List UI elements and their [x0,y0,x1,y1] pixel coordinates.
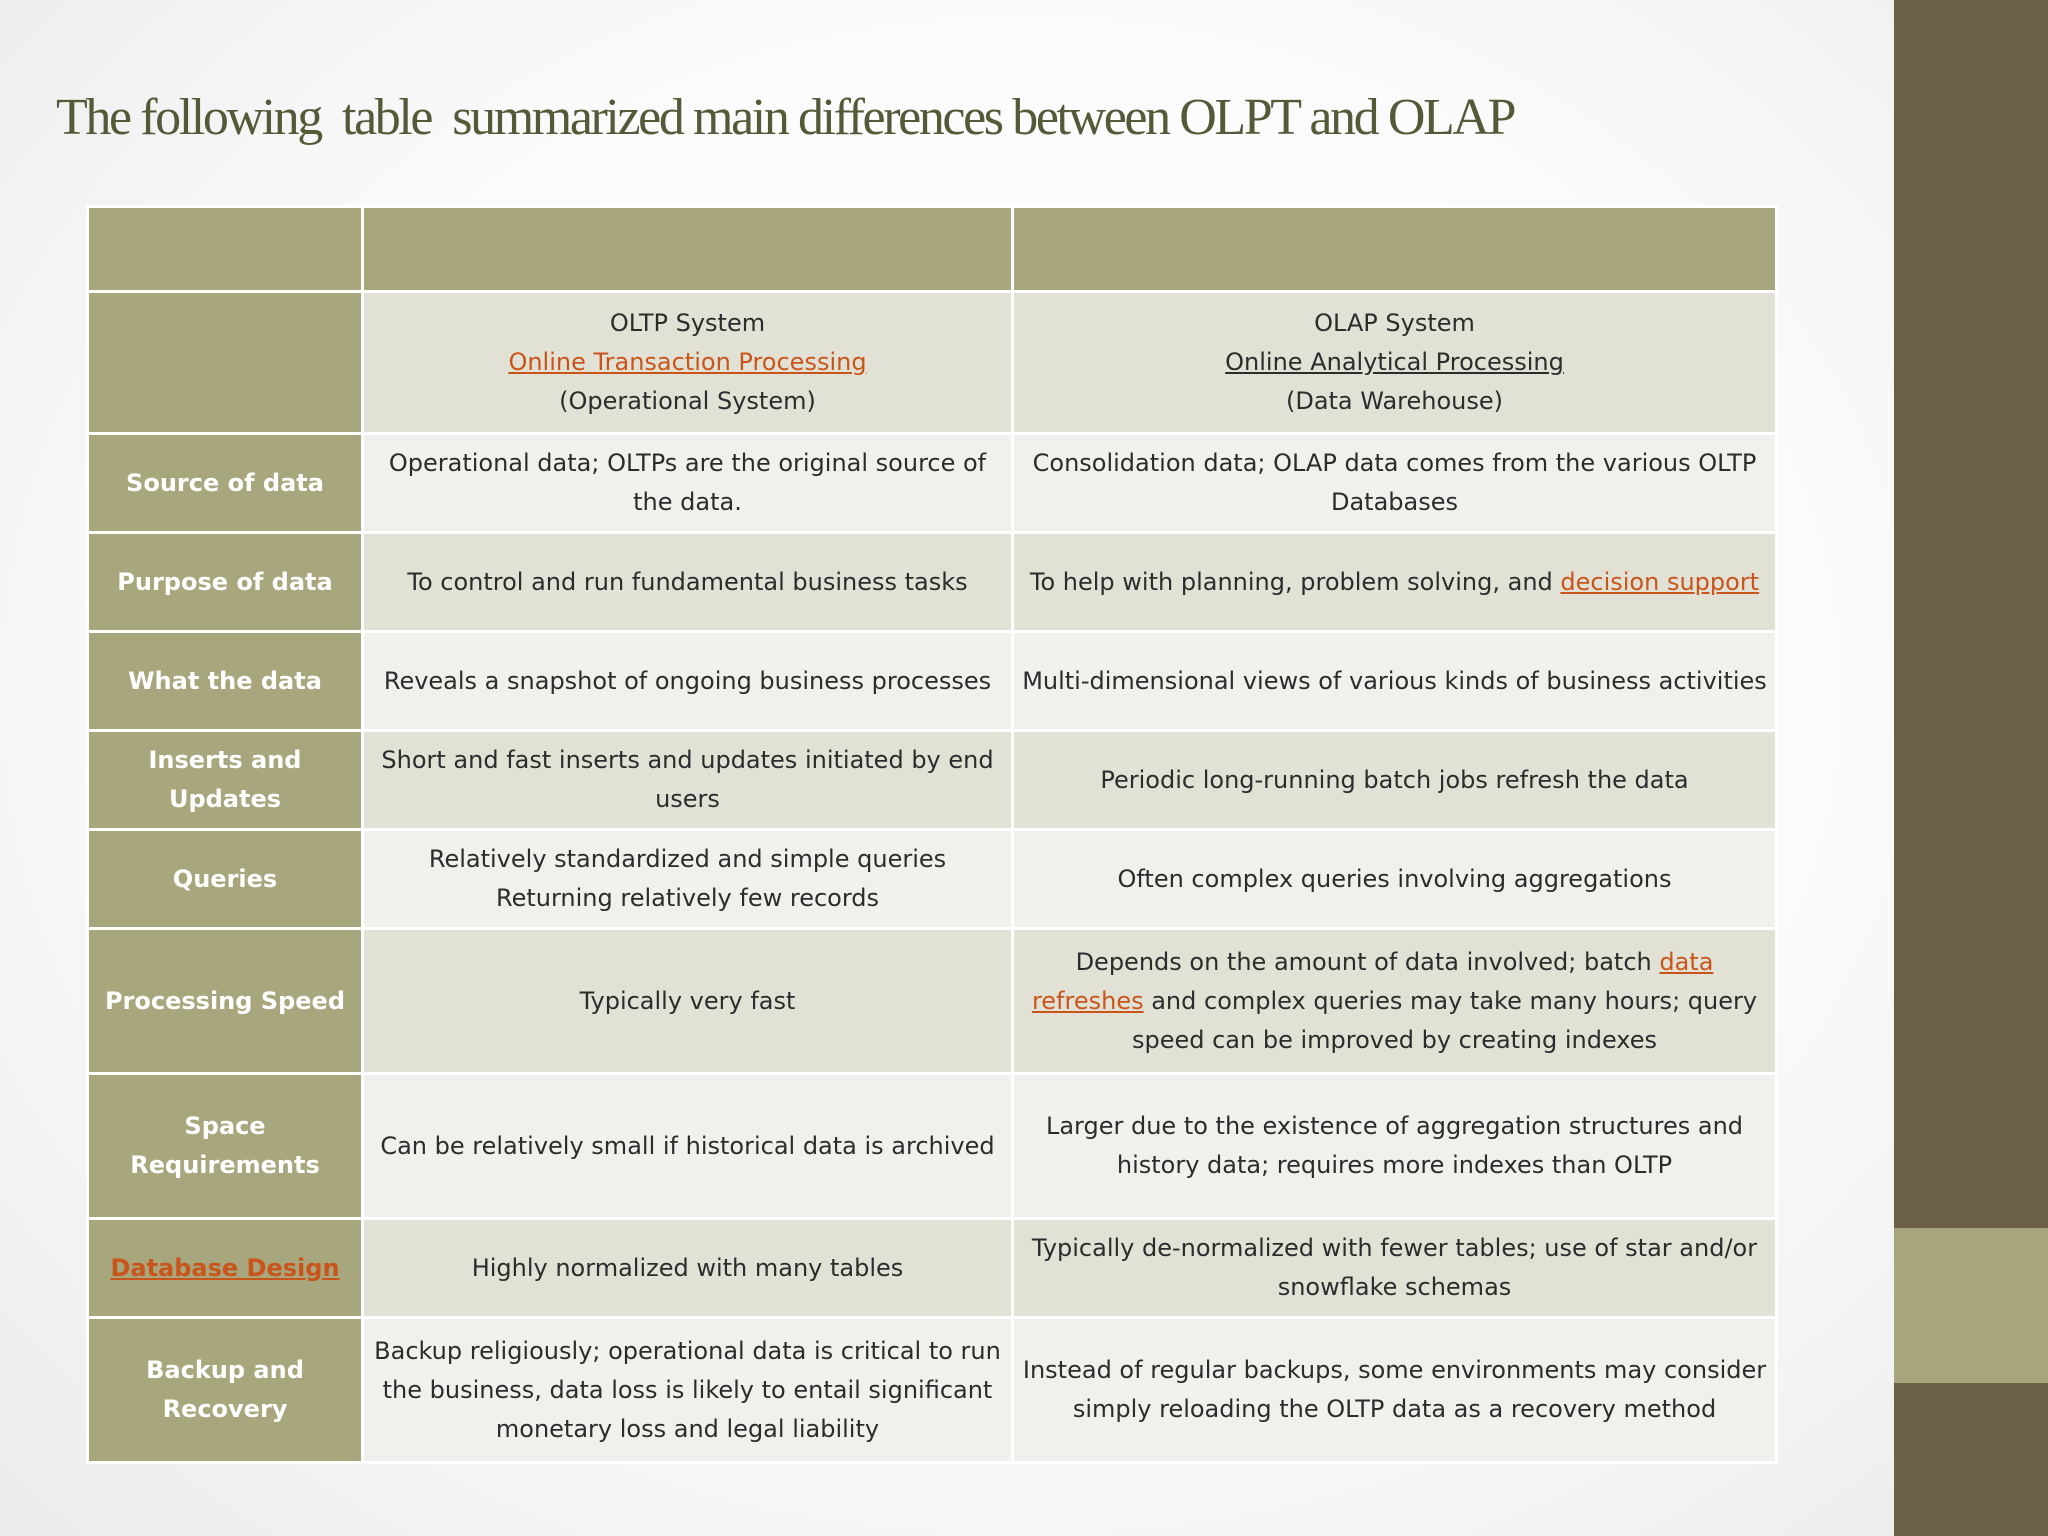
row-label: What the data [88,632,363,731]
table-row [88,434,1777,533]
olap-cell-text-pre: Depends on the amount of data involved; batch [1075,947,1660,976]
olap-cell-text: To help with planning, problem solving, and [1029,567,1561,596]
table-row [88,731,1777,830]
table-row [88,929,1777,1074]
decorative-side-accent [1894,1228,2048,1383]
olap-cell: Often complex queries involving aggregations [1013,830,1777,929]
row-label: Space Requirements [88,1074,363,1219]
olap-cell-text-post: and complex queries may take many hours; query speed can be improved by creating indexes [1131,986,1758,1054]
table-row [88,533,1777,632]
oltp-cell: Can be relatively small if historical data is archived [363,1074,1013,1219]
header-cell-oltp [363,207,1013,292]
oltp-cell: Short and fast inserts and updates initiated by end users [363,731,1013,830]
comparison-table [86,205,1778,1464]
olap-cell: Instead of regular backups, some environments may consider simply reloading the OLTP data as a recovery method [1013,1318,1777,1463]
oltp-cell: Typically very fast [363,929,1013,1074]
row-label: Source of data [88,434,363,533]
slide-title: The following table summarized main differences between OLPT and OLAP [56,89,1515,146]
oltp-cell: Highly normalized with many tables [363,1219,1013,1318]
table-row [88,1074,1777,1219]
oltp-cell: Relatively standardized and simple queries Returning relatively few records [363,830,1013,929]
oltp-cell: Reveals a snapshot of ongoing business processes [363,632,1013,731]
table-row [88,1219,1777,1318]
database-design-link[interactable]: Database Design [110,1253,340,1282]
olap-system-cell [1013,292,1777,434]
oltp-system-cell [363,292,1013,434]
olap-cell [1013,929,1777,1074]
oltp-system-name: OLTP System [609,309,766,337]
olap-system-note: (Data Warehouse) [1285,387,1504,415]
table-header-row [88,207,1777,292]
olap-cell: Larger due to the existence of aggregation structures and history data; requires more indexes than OLTP [1013,1074,1777,1219]
table-row [88,632,1777,731]
system-row [88,292,1777,434]
header-cell-empty [88,207,363,292]
oltp-link[interactable]: Online Transaction Processing [508,348,867,376]
olap-cell: Typically de-normalized with fewer tables; use of star and/or snowflake schemas [1013,1219,1777,1318]
oltp-cell: To control and run fundamental business tasks [363,533,1013,632]
row-label: Inserts and Updates [88,731,363,830]
olap-cell: Periodic long-running batch jobs refresh the data [1013,731,1777,830]
olap-cell [1013,533,1777,632]
row-label: Queries [88,830,363,929]
olap-system-name: OLAP System [1314,309,1475,337]
olap-link[interactable]: Online Analytical Processing [1225,348,1564,376]
data-refreshes-link[interactable]: data refreshes [1031,947,1714,1015]
oltp-cell: Backup religiously; operational data is critical to run the business, data loss is likely to entail significant monetary loss and legal liability [363,1318,1013,1463]
system-row-label [88,292,363,434]
olap-cell: Multi-dimensional views of various kinds of business activities [1013,632,1777,731]
row-label: Processing Speed [88,929,363,1074]
table-row [88,830,1777,929]
oltp-cell: Operational data; OLTPs are the original source of the data. [363,434,1013,533]
row-label-cell [88,1219,363,1318]
row-label: Purpose of data [88,533,363,632]
oltp-system-note: (Operational System) [559,387,816,415]
decision-support-link[interactable]: decision support [1560,567,1760,596]
table-row [88,1318,1777,1463]
olap-cell: Consolidation data; OLAP data comes from the various OLTP Databases [1013,434,1777,533]
header-cell-olap [1013,207,1777,292]
row-label: Backup and Recovery [88,1318,363,1463]
